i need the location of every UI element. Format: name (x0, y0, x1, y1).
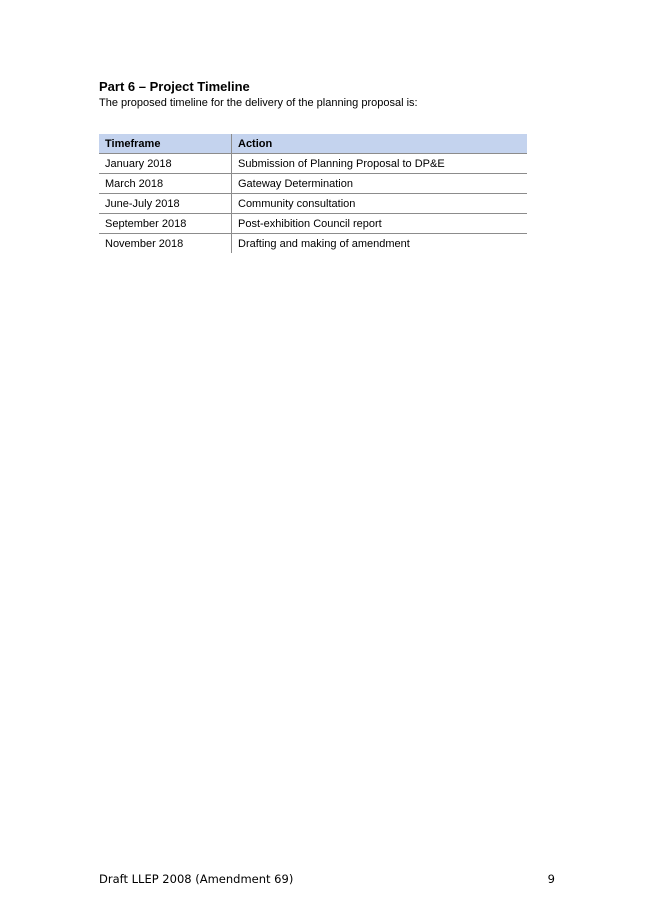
table-row (99, 234, 527, 254)
table-row (99, 174, 527, 194)
action-cell: Post-exhibition Council report (232, 214, 528, 234)
action-cell: Gateway Determination (232, 174, 528, 194)
timeframe-cell: June-July 2018 (99, 194, 232, 214)
timeframe-cell: January 2018 (99, 154, 232, 174)
action-cell: Community consultation (232, 194, 528, 214)
timeframe-cell: March 2018 (99, 174, 232, 194)
header-timeframe: Timeframe (99, 134, 232, 154)
action-cell: Drafting and making of amendment (238, 237, 410, 250)
page-footer (99, 872, 555, 886)
header-action: Action (232, 134, 528, 154)
section-heading: Part 6 – Project Timeline (99, 79, 250, 94)
timeframe-cell: November 2018 (99, 234, 232, 254)
table-row (99, 194, 527, 214)
table-header-row (99, 134, 527, 154)
footer-document-title: Draft LLEP 2008 (Amendment 69) (99, 872, 294, 886)
action-cell: Submission of Planning Proposal to DP&E (232, 154, 528, 174)
intro-paragraph: The proposed timeline for the delivery of the planning proposal is: (99, 97, 418, 109)
timeline-table (99, 134, 527, 253)
table-row (99, 154, 527, 174)
table-row (99, 214, 527, 234)
page-number: 9 (547, 872, 555, 886)
timeframe-cell: September 2018 (99, 214, 232, 234)
